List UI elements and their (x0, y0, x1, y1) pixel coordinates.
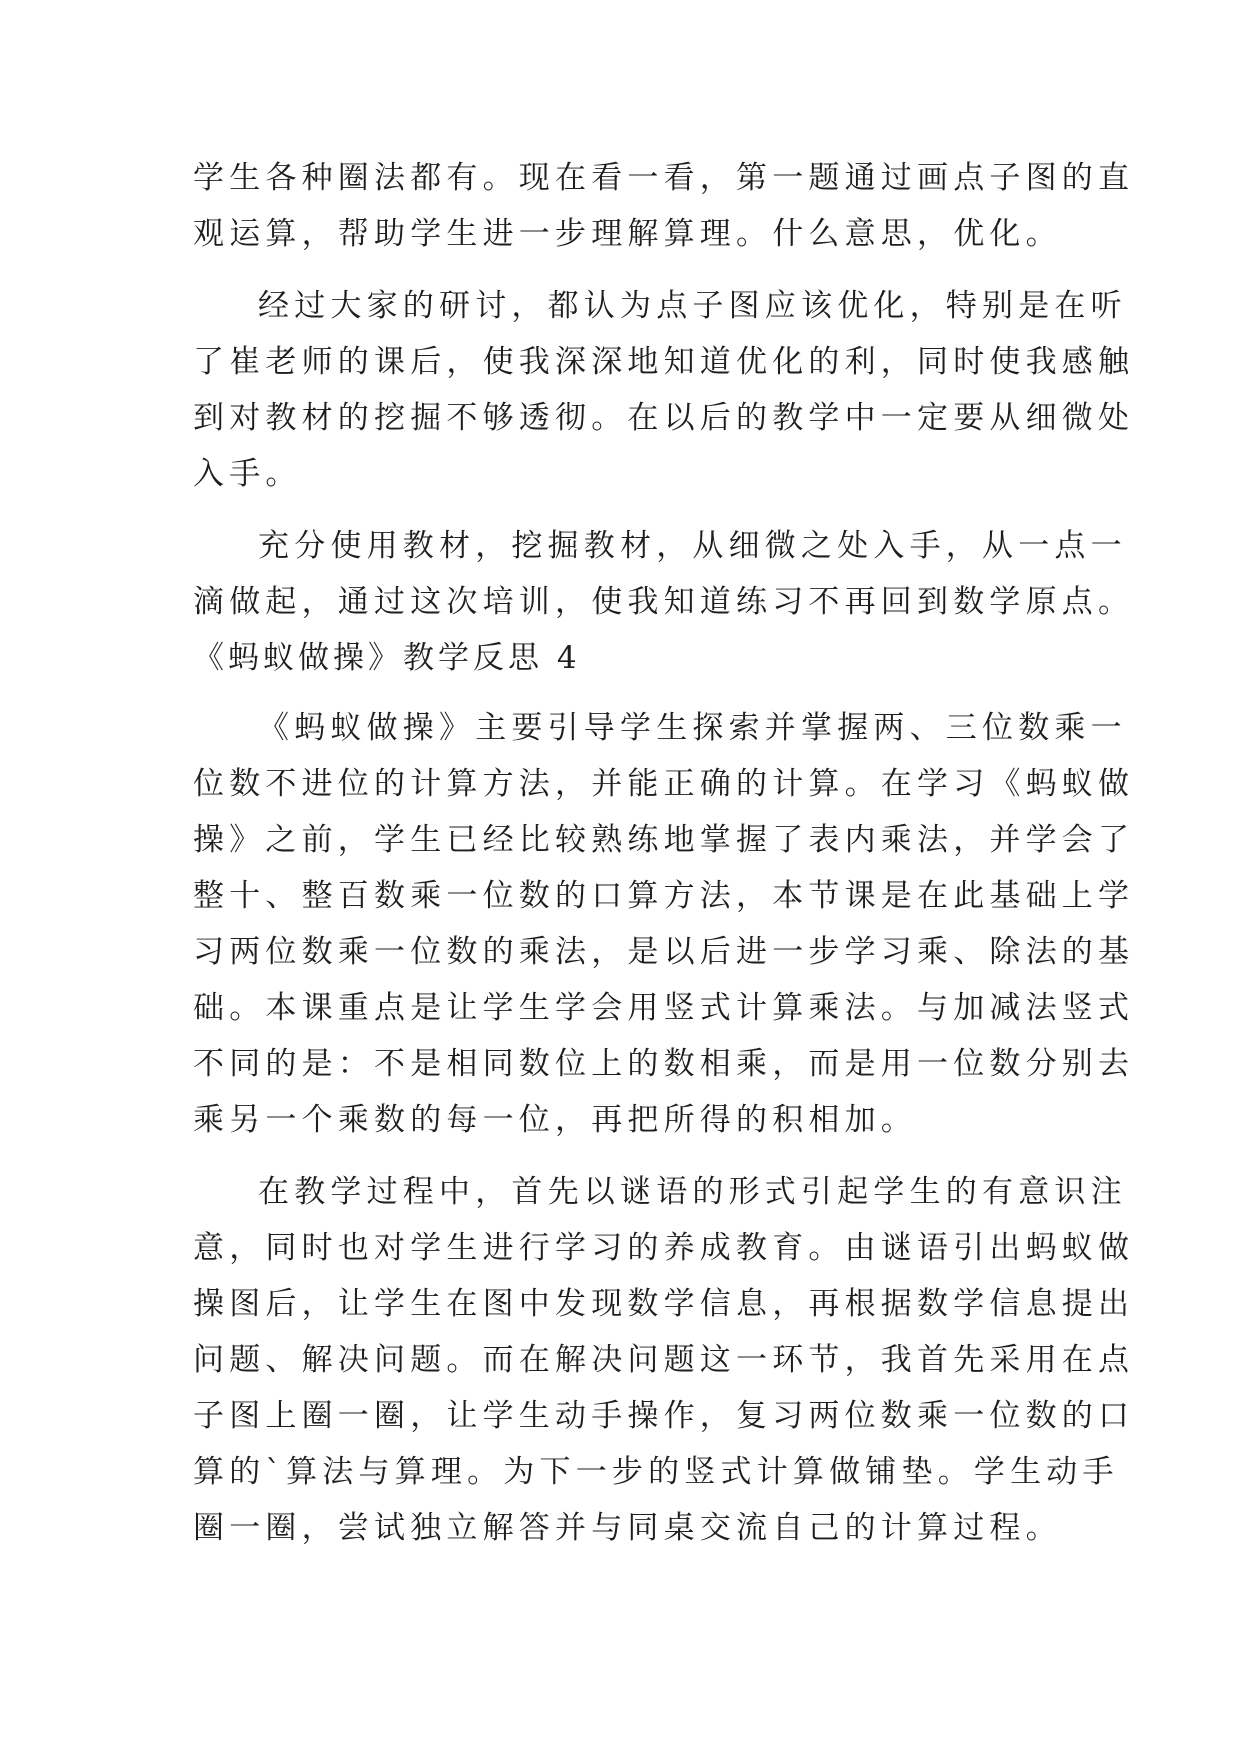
paragraph-line: 了崔老师的课后，使我深深地知道优化的利，同时使我感触 (193, 344, 1135, 380)
paragraph-line: 到对教材的挖掘不够透彻。在以后的教学中一定要从细微处 (193, 400, 1135, 436)
paragraph-line: 观运算，帮助学生进一步理解算理。什么意思，优化。 (193, 216, 1062, 252)
paragraph-line: 滴做起，通过这次培训，使我知道练习不再回到数学原点。 (193, 584, 1135, 620)
paragraph-line: 不同的是：不是相同数位上的数相乘，而是用一位数分别去 (193, 1046, 1135, 1082)
section-heading: 《蚂蚁做操》教学反思 4 (193, 640, 581, 676)
paragraph-line: 习两位数乘一位数的乘法，是以后进一步学习乘、除法的基 (193, 934, 1135, 970)
paragraph-line: 操图后，让学生在图中发现数学信息，再根据数学信息提出 (193, 1286, 1135, 1322)
paragraph-line: 圈一圈，尝试独立解答并与同桌交流自己的计算过程。 (193, 1510, 1062, 1546)
paragraph-line: 子图上圈一圈，让学生动手操作，复习两位数乘一位数的口 (193, 1398, 1135, 1434)
paragraph-line: 充分使用教材，挖掘教材，从细微之处入手，从一点一 (258, 528, 1127, 564)
paragraph-line: 意，同时也对学生进行学习的养成教育。由谜语引出蚂蚁做 (193, 1230, 1135, 1266)
paragraph-line: 经过大家的研讨，都认为点子图应该优化，特别是在听 (258, 288, 1127, 324)
paragraph-line: 位数不进位的计算方法，并能正确的计算。在学习《蚂蚁做 (193, 766, 1135, 802)
paragraph-line: 操》之前，学生已经比较熟练地掌握了表内乘法，并学会了 (193, 822, 1135, 858)
paragraph-line: 在教学过程中，首先以谜语的形式引起学生的有意识注 (258, 1174, 1127, 1210)
paragraph-line: 学生各种圈法都有。现在看一看，第一题通过画点子图的直 (193, 160, 1135, 196)
paragraph-line: 算的`算法与算理。为下一步的竖式计算做铺垫。学生动手 (193, 1454, 1119, 1490)
paragraph-line: 乘另一个乘数的每一位，再把所得的积相加。 (193, 1102, 917, 1138)
paragraph-line: 问题、解决问题。而在解决问题这一环节，我首先采用在点 (193, 1342, 1135, 1378)
paragraph-line: 入手。 (193, 456, 302, 492)
paragraph-line: 整十、整百数乘一位数的口算方法，本节课是在此基础上学 (193, 878, 1135, 914)
paragraph-line: 《蚂蚁做操》主要引导学生探索并掌握两、三位数乘一 (258, 710, 1127, 746)
paragraph-line: 础。本课重点是让学生学会用竖式计算乘法。与加减法竖式 (193, 990, 1135, 1026)
